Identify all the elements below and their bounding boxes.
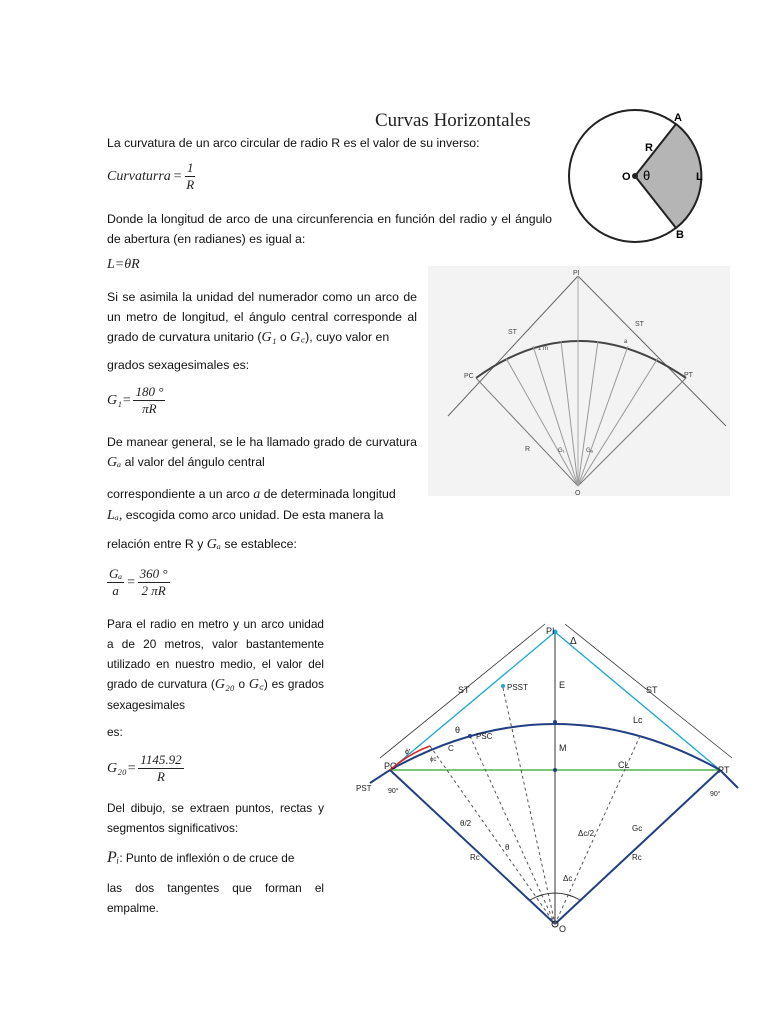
fig3-st-right: ST <box>646 685 658 695</box>
fig3-c: C <box>448 744 454 753</box>
label-o: O <box>622 171 631 183</box>
g20-equation <box>107 752 184 785</box>
fig3-pst: PST <box>356 784 372 793</box>
curve-degree-figure <box>428 266 730 496</box>
fig3-gc: Gc <box>632 824 643 833</box>
fig3-phi: ϕ' <box>405 749 411 756</box>
arc-length-equation: L=θR <box>107 257 140 272</box>
label-b: B <box>676 229 684 241</box>
p4-text-e: escogida como arco unidad. De esta manera la <box>122 508 384 522</box>
dashed-radius-1 <box>470 736 555 924</box>
g1-num: 180 ° <box>135 384 164 399</box>
fig3-delta-c-half: Δc/2 <box>578 829 595 838</box>
fig3-pi: PI <box>546 626 555 636</box>
pst-extension <box>370 770 390 783</box>
point-psst <box>501 684 505 688</box>
point-chord-mid <box>553 768 557 772</box>
fig2-pi: PI <box>573 270 580 277</box>
p5-text-b: ) es grados sexagesimales <box>107 677 324 712</box>
pi-symbol: Pᵢ <box>107 849 120 866</box>
label-l: L <box>696 171 703 183</box>
fig3-rc-right: Rc <box>632 853 642 862</box>
g1-lhs: G₁= <box>107 392 132 408</box>
general-curvature-paragraph <box>107 432 417 473</box>
p7-text-a: : Punto de inflexión o de cruce de <box>119 851 295 865</box>
fig2-st1: ST <box>508 329 517 336</box>
curvature-equation: Curvaturra = $\frac{1}{R}$ <box>107 160 195 192</box>
gc-symbol: G꜀ <box>290 330 306 345</box>
p4-text-d: de determinada longitud <box>263 487 396 501</box>
g20-lhs: G₂₀= <box>107 760 137 776</box>
point-m <box>553 720 557 724</box>
p4-text-c: correspondiente a un arco <box>107 487 250 501</box>
arc-length-paragraph: Donde la longitud de arco de una circunferencia en función del radio y el ángulo de abertura (en radianes) es igual a: <box>107 212 552 246</box>
fig3-e: E <box>559 680 566 690</box>
p3-text-b: ), cuyo valor en <box>305 330 390 344</box>
label-r: R <box>645 142 653 154</box>
fig3-rc-left: Rc <box>470 853 480 862</box>
g20-es: es: <box>107 725 123 739</box>
fig3-o: O <box>559 924 567 934</box>
ga-rnum: 360 ° <box>139 566 168 581</box>
fig3-st-left: ST <box>458 685 470 695</box>
fig3-phi-c: ϕc <box>430 757 437 763</box>
fig3-psst: PSST <box>507 683 528 692</box>
center-point <box>632 173 638 179</box>
p4-text-g: se establece: <box>221 537 297 551</box>
p4-text-b: al valor del ángulo central <box>124 455 265 469</box>
intro-paragraph: La curvatura de un arco circular de radio R es el valor de su inverso: <box>107 136 480 150</box>
ga-equation: $\frac{\text{Gₐ}}{a}$ = $\frac{360 ^\circ}{2 \pi R}$ <box>109 566 168 598</box>
fig2-a: a <box>624 339 628 345</box>
tangent-st-right <box>555 632 720 770</box>
fig2-pc: PC <box>464 373 474 380</box>
g20-num: 1145.92 <box>140 752 182 767</box>
p4-text-f: relación entre R y <box>107 537 204 551</box>
curvature-num: 1 <box>186 160 194 175</box>
ga-den: a <box>112 583 119 598</box>
general-curvature-paragraph-2 <box>107 484 417 505</box>
tangent-st-left <box>390 632 555 770</box>
pi-definition: las dos tangentes que forman el empalme. <box>107 881 324 915</box>
curvature-den: R <box>186 177 195 192</box>
g1-equation <box>107 384 165 417</box>
g1-symbol: G₁ <box>261 330 277 345</box>
fig2-pt: PT <box>684 372 693 379</box>
ga-symbol-2: Gₐ <box>206 537 222 552</box>
fig2-ga: Gₐ <box>586 448 593 454</box>
label-theta: θ <box>643 168 651 183</box>
sexagesimal-line: grados sexagesimales es: <box>107 358 250 372</box>
fig3-90-left: 90° <box>388 788 399 795</box>
ga-rden: 2 πR <box>141 583 166 598</box>
fig3-theta: θ <box>455 725 461 735</box>
fig3-lc: Lc <box>633 715 643 725</box>
a-symbol: a <box>253 487 261 502</box>
g1-den: πR <box>142 401 157 416</box>
fig3-m: M <box>559 743 567 753</box>
unit-curvature-paragraph <box>107 287 417 348</box>
g20-paragraph <box>107 614 324 715</box>
fig3-psc: PSC <box>476 732 493 741</box>
curvature-lhs: Curvaturra <box>107 168 171 184</box>
gc-symbol-2: G꜀ <box>248 677 264 692</box>
ga-symbol: Gₐ <box>107 455 122 470</box>
fig3-90-right: 90° <box>710 791 721 798</box>
pi-line <box>107 848 324 868</box>
points-paragraph: Del dibujo, se extraen puntos, rectas y segmentos significativos: <box>107 801 324 835</box>
p3-or: o <box>276 330 291 344</box>
fig3-delta: Δ <box>570 636 577 647</box>
horizontal-curve-figure <box>350 618 760 934</box>
fig2-1m: 1 m <box>538 346 549 352</box>
fig3-pc: PC <box>384 761 397 771</box>
radius-right <box>555 770 720 924</box>
fig2-g1: G₁ <box>558 448 565 454</box>
p5-text-a: Para el radio en metro y un arco unidad a de 20 metros, valor bastantemente utilizado en nuestro medio, el valor del grado de curvatura ( <box>107 617 324 691</box>
g20-symbol: G₂₀ <box>214 677 235 692</box>
fig2-o: O <box>575 490 581 496</box>
fig3-cl: CL <box>618 760 630 770</box>
fig3-theta-half: θ/2 <box>460 819 472 828</box>
radius-left <box>390 770 555 924</box>
circle-sector-figure <box>560 106 720 266</box>
la-symbol: Lₐ, <box>107 508 123 523</box>
fig2-st2: ST <box>635 321 644 328</box>
p5-or: o <box>234 677 249 691</box>
fig3-delta-c: Δc <box>563 874 573 883</box>
general-curvature-paragraph-3 <box>107 505 417 526</box>
fig3-pt: PT <box>718 765 730 775</box>
p4-text-a: De manear general, se le ha llamado grado de curvatura <box>107 435 417 449</box>
g20-den: R <box>156 769 165 784</box>
label-a: A <box>674 112 682 124</box>
ga-num: Gₐ <box>109 566 123 581</box>
fig3-theta-2: θ <box>505 843 510 852</box>
scan-background <box>428 266 730 496</box>
point-psc <box>468 734 472 738</box>
p3-text-a: Si se asimila la unidad del numerador como un arco de un metro de longitud, el ángulo central corresponde al grado de curvatura unitario ( <box>107 290 417 344</box>
relation-line <box>107 534 417 555</box>
page-title: Curvas Horizontales <box>375 110 531 131</box>
fig2-r: R <box>525 446 531 453</box>
